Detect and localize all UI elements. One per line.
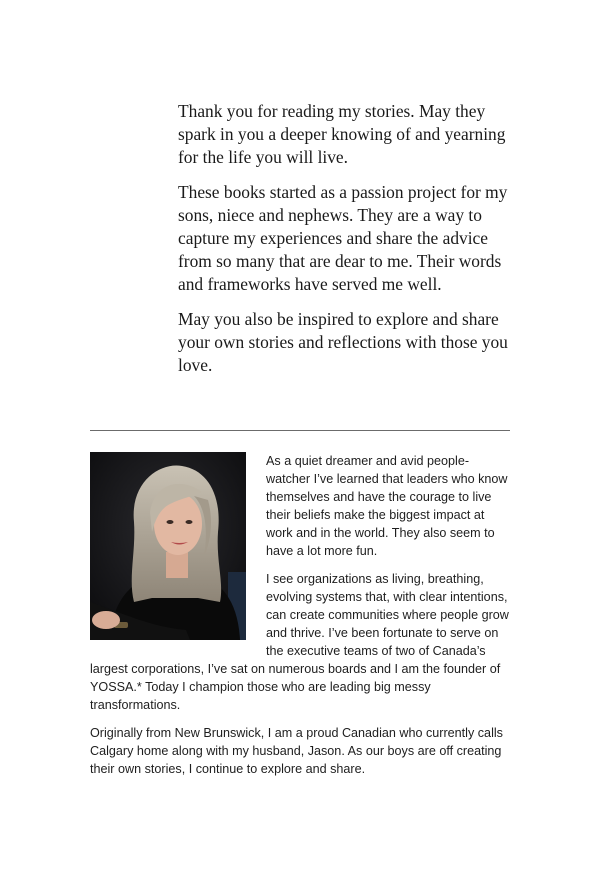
author-bio xyxy=(90,452,510,788)
bio-paragraph-3: Originally from New Brunswick, I am a proud Canadian who currently calls Calgary home along with my husband, Jason. As our boys are off creating their own stories, I continue to explore and share. xyxy=(90,726,503,776)
intro-paragraph-2: These books started as a passion project for my sons, niece and nephews. They are a way to capture my experiences and share the advice from so many that are dear to me. Their words and frameworks have served me well. xyxy=(178,182,508,294)
intro-text xyxy=(178,100,523,389)
author-portrait xyxy=(90,452,246,640)
bio-paragraph-2: I see organizations as living, breathing, evolving systems that, with clear intentions, can create communities where people grow and thrive. I’ve been fortunate to serve on the executive teams of two of Canada’s largest corporations, I’ve sat on numerous boards and I am the founder of YOSSA.* Today I champion those who are leading big messy transformations. xyxy=(90,572,509,712)
intro-paragraph-1: Thank you for reading my stories. May they spark in you a deeper knowing of and yearning for the life you will live. xyxy=(178,101,506,167)
section-divider xyxy=(90,430,510,431)
intro-paragraph-3: May you also be inspired to explore and share your own stories and reflections with those you love. xyxy=(178,309,508,375)
bio-paragraph-1: As a quiet dreamer and avid people-watcher I’ve learned that leaders who know themselves and have the courage to live their beliefs make the biggest impact at work and in the world. They also seem to have a lot more fun. xyxy=(266,454,508,558)
portrait-illustration xyxy=(90,452,246,640)
